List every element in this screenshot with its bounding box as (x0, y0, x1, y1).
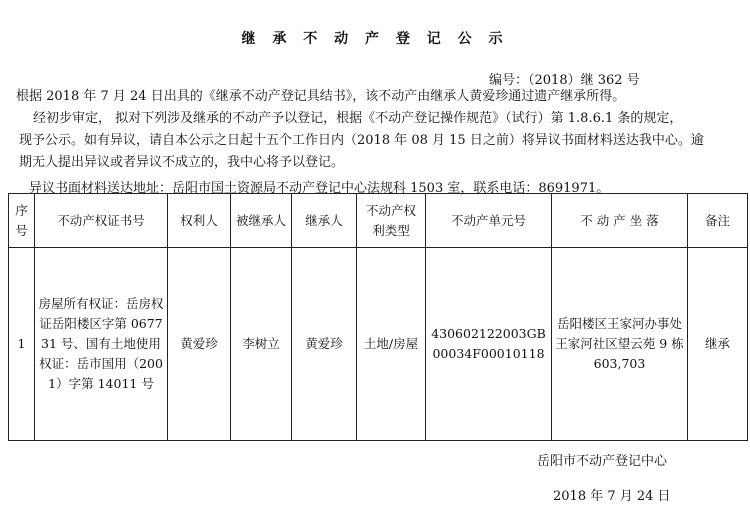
cell-remark: 继承 (688, 248, 748, 441)
header-remark: 备注 (688, 194, 748, 248)
header-seq: 序号 (9, 194, 35, 248)
issue-date: 2018 年 7 月 24 日 (553, 489, 671, 504)
header-decedent: 被继承人 (231, 194, 292, 248)
issuer-signature: 岳阳市不动产登记中心 (537, 454, 668, 469)
paragraph-4: 期无人提出异议或者异议不成立的，我中心将予以登记。 (19, 155, 345, 170)
table-header-row (9, 194, 748, 248)
doc-number: 编号：（2018）继 362 号 (489, 73, 640, 88)
header-cert: 不动产权证书号 (35, 194, 168, 248)
paragraph-1: 根据 2018 年 7 月 24 日出具的《继承不动产登记具结书》，该不动产由继承人黄爱珍通过遗产继承所得。 (16, 89, 626, 104)
header-right-type: 不动产权利类型 (357, 194, 426, 248)
table-row (9, 248, 748, 441)
objection-address: 异议书面材料送达地址：岳阳市国土资源局不动产登记中心法规科 1503 室，联系电话：8691971。 (29, 181, 610, 196)
notice-title: 继 承 不 动 产 登 记 公 示 (241, 31, 509, 47)
cell-decedent: 李树立 (231, 248, 292, 441)
paragraph-3: 现予公示。如有异议，请自本公示之日起十五个工作日内（2018 年 08 月 15 日之前）将异议书面材料送达我中心。逾 (19, 133, 704, 148)
cell-right-type: 土地/房屋 (357, 248, 426, 441)
cell-cert: 房屋所有权证：岳房权证岳阳楼区字第 067731 号、国有土地使用权证：岳市国用（2001）字第 14011 号 (35, 248, 168, 441)
cell-heir: 黄爱珍 (292, 248, 357, 441)
cell-location: 岳阳楼区王家河办事处王家河社区望云苑 9 栋 603,703 (552, 248, 688, 441)
registration-table (8, 193, 748, 441)
paragraph-2: 经初步审定， 拟对下列涉及继承的不动产予以登记，根据《不动产登记操作规范》（试行）第 1.8.6.1 条的规定， (33, 111, 683, 126)
cell-seq: 1 (9, 248, 35, 441)
cell-unit-no: 430602122003GB00034F00010118 (426, 248, 552, 441)
header-owner: 权利人 (168, 194, 231, 248)
header-location: 不 动 产 坐 落 (552, 194, 688, 248)
header-heir: 继承人 (292, 194, 357, 248)
header-unit-no: 不动产单元号 (426, 194, 552, 248)
cell-owner: 黄爱珍 (168, 248, 231, 441)
